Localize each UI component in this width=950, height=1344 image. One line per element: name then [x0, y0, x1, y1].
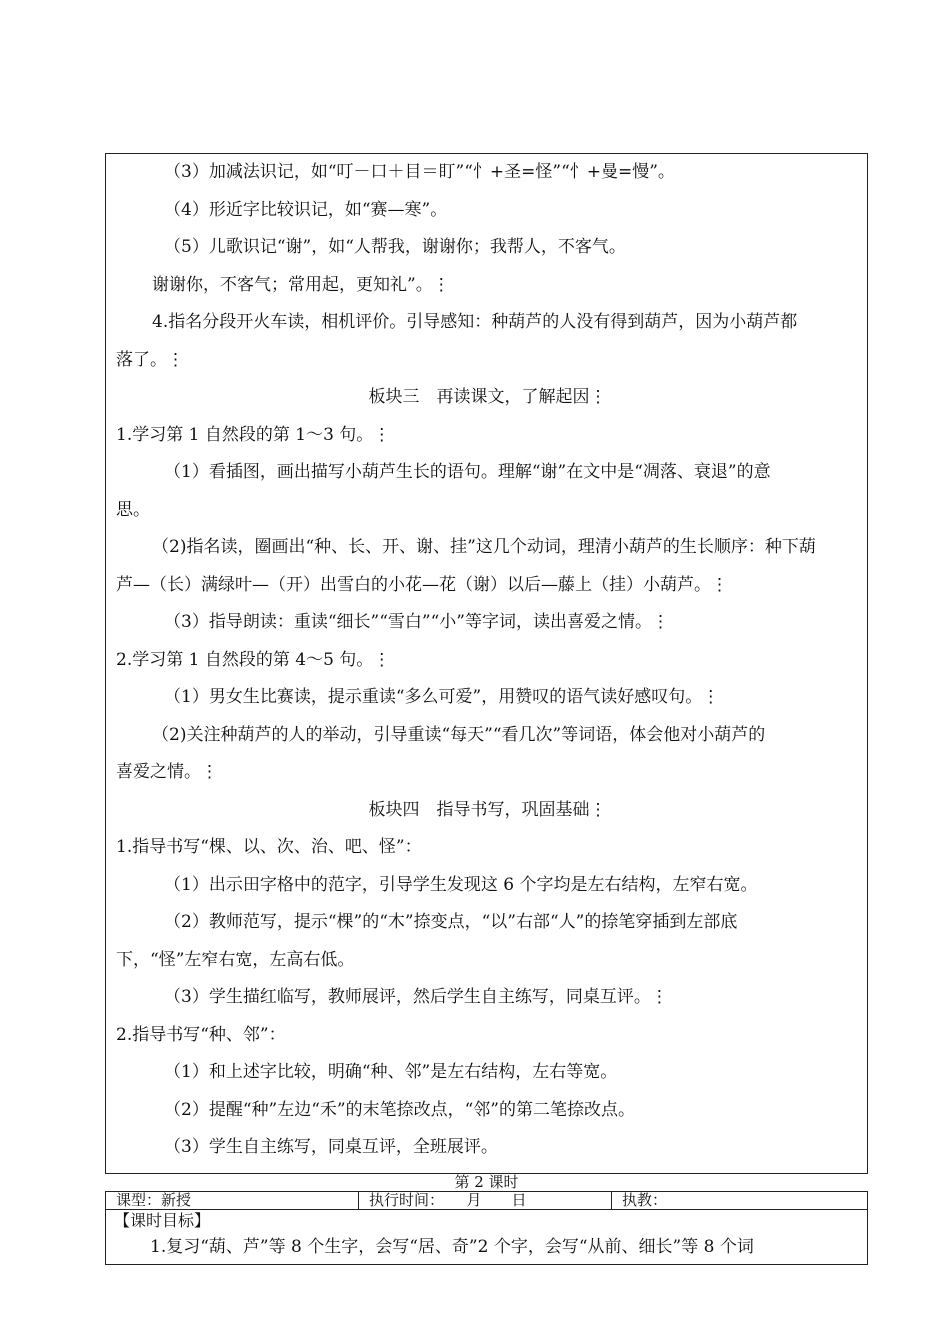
body-line: （5）儿歌识记“谢”，如“人帮我，谢谢你；我帮人，不客气。: [164, 237, 626, 257]
body-line: 落了。⋮: [116, 349, 184, 370]
body-line: （2）提醒“种”左边“禾”的末笔捺改点，“邻”的第二笔捺改点。: [164, 1099, 635, 1120]
body-line: 谢谢你，不客气；常用起，更知礼”。⋮: [152, 274, 450, 295]
body-line: （3）指导朗读：重读“细长”“雪白”“小”等字词，读出喜爱之情。⋮: [164, 612, 669, 632]
body-line: （3）加减法识记，如“叮－口＋目＝盯”“忄+圣=怪”“忄+曼=慢”。: [164, 162, 675, 182]
body-line: （3）学生描红临写，教师展评，然后学生自主练写，同桌互评。⋮: [164, 987, 668, 1007]
body-line: 喜爱之情。⋮: [116, 762, 218, 782]
lesson-body-text: [106, 154, 867, 1173]
body-line: （2)关注种葫芦的人的举动，引导重读“每天”“看几次”等词语，体会他对小葫芦的: [152, 724, 766, 745]
body-line: 4.指名分段开火车读，相机评价。引导感知：种葫芦的人没有得到葫芦，因为小葫芦都: [152, 312, 798, 332]
section-heading: 板块三 再读课文，了解起因⋮: [368, 387, 607, 407]
body-line: （1）出示田字格中的范字，引导学生发现这 6 个字均是左右结构，左窄右宽。: [164, 874, 758, 895]
body-line: 芦—（长）满绿叶—（开）出雪白的小花—花（谢）以后—藤上（挂）小葫芦。⋮: [116, 574, 728, 595]
body-line: 2.学习第 1 自然段的第 4～5 句。⋮: [116, 649, 391, 670]
period-title-row: [105, 1173, 868, 1191]
body-line: （2)指名读，圈画出“种、长、开、谢、挂”这几个动词，理清小葫芦的生长顺序：种下葫: [152, 537, 816, 557]
body-line: （1）和上述字比较，明确“种、邻”是左右结构，左右等宽。: [164, 1062, 618, 1082]
body-line: 1.学习第 1 自然段的第 1～3 句。⋮: [116, 424, 391, 445]
body-line: （3）学生自主练写，同桌互评，全班展评。: [164, 1137, 498, 1157]
body-line: （4）形近字比较识记，如“赛—寒”。: [164, 199, 448, 220]
period-title: 第 2 课时: [454, 1172, 519, 1191]
body-line: 1.指导书写“棵、以、次、治、吧、怪”：: [116, 837, 422, 857]
section-heading: 板块四 指导书写，巩固基础⋮: [368, 799, 607, 820]
table-bottom-border: [105, 1262, 868, 1265]
objectives-cell: [105, 1209, 868, 1262]
body-line: （1）看插图，画出描写小葫芦生长的语句。理解“谢”在文中是“凋落、衰退”的意: [164, 462, 771, 482]
objective-line: 1.复习“葫、芦”等 8 个生字，会写“居、奇”2 个字，会写“从前、细长”等 8 个词: [150, 1236, 754, 1257]
execution-time: 执行时间： 月 日: [359, 1192, 612, 1209]
teacher: 执教：: [622, 1190, 668, 1209]
lesson-plan-table: [105, 153, 868, 1265]
period-meta-row: [105, 1191, 868, 1209]
lesson-type: 课型：新授: [106, 1192, 359, 1209]
body-line: 思。: [116, 499, 150, 520]
body-line: （2）教师范写，提示“棵”的“木”捺变点，“以”右部“人”的捺笔穿插到左部底: [164, 912, 738, 932]
body-line: （1）男女生比赛读，提示重读“多么可爱”，用赞叹的语气读好感叹句。⋮: [164, 687, 720, 707]
objectives-heading: 【课时目标】: [114, 1210, 211, 1230]
lesson-body-cell: [105, 153, 868, 1173]
body-line: 2.指导书写“种、邻”：: [116, 1024, 286, 1045]
body-line: 下，“怪”左窄右宽，左高右低。: [116, 949, 355, 970]
